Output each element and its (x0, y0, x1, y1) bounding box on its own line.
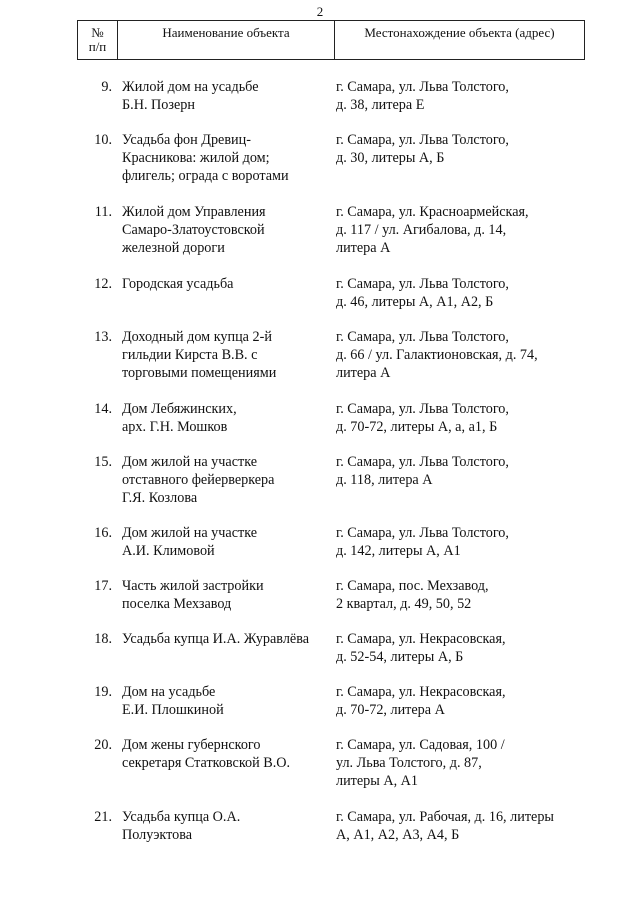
object-name-line: Б.Н. Позерн (122, 97, 195, 113)
object-name-line: Е.И. Плошкиной (122, 702, 224, 718)
object-name (122, 131, 337, 185)
object-name-line: Красникова: жилой дом; (122, 150, 270, 166)
object-address-line: г. Самара, ул. Льва Толстого, (336, 79, 509, 95)
object-name-line: Самаро-Златоустовской (122, 222, 265, 238)
object-address (336, 203, 586, 257)
table-header (77, 20, 585, 60)
object-address-line: д. 142, литеры А, А1 (336, 543, 461, 559)
object-address-line: литеры А, А1 (336, 773, 419, 789)
object-name-line: Усадьба фон Древиц- (122, 132, 251, 148)
object-name-line: железной дороги (122, 240, 225, 256)
object-address (336, 736, 586, 790)
object-name-line: торговыми помещениями (122, 365, 277, 381)
page-number: 2 (316, 4, 324, 19)
object-name-line: Усадьба купца И.А. Журавлёва (122, 631, 310, 647)
object-name-line: Дом на усадьбе (122, 684, 216, 700)
object-name-line: А.И. Климовой (122, 543, 215, 559)
row-number: 21. (94, 809, 112, 825)
object-name-line: арх. Г.Н. Мошков (122, 419, 228, 435)
object-address-line: г. Самара, ул. Льва Толстого, (336, 329, 509, 345)
row-number: 15. (94, 454, 112, 470)
object-address-line: д. 70-72, литеры А, а, а1, Б (336, 419, 498, 435)
object-address-line: г. Самара, ул. Некрасовская, (336, 631, 506, 647)
object-address (336, 524, 586, 560)
row-number: 9. (101, 79, 112, 95)
object-address-line: г. Самара, ул. Некрасовская, (336, 684, 506, 700)
object-name (122, 400, 337, 436)
object-address (336, 328, 586, 382)
object-address (336, 577, 586, 613)
object-address-line: г. Самара, ул. Рабочая, д. 16, литеры (336, 809, 554, 825)
object-address-line: д. 38, литера Е (336, 97, 425, 113)
object-name (122, 203, 337, 257)
object-address-line: д. 117 / ул. Агибалова, д. 14, (336, 222, 507, 238)
row-number: 13. (94, 329, 112, 345)
row-number: 10. (94, 132, 112, 148)
object-name-line: Полуэктова (122, 827, 193, 843)
object-address-line: д. 52-54, литеры А, Б (336, 649, 464, 665)
object-address-line: г. Самара, ул. Льва Толстого, (336, 454, 509, 470)
header-col-name: Наименование объекта (118, 21, 335, 59)
object-address (336, 275, 586, 311)
object-address (336, 683, 586, 719)
object-name (122, 524, 337, 560)
row-number: 20. (94, 737, 112, 753)
object-address (336, 131, 586, 167)
header-col-address: Местонахождение объекта (адрес) (364, 25, 555, 40)
object-name-line: Доходный дом купца 2-й (122, 329, 272, 345)
object-name-line: Жилой дом Управления (122, 204, 266, 220)
object-name-line: Дом жены губернского (122, 737, 261, 753)
row-number: 18. (94, 631, 112, 647)
object-address-line: г. Самара, ул. Красноармейская, (336, 204, 529, 220)
row-number: 16. (94, 525, 112, 541)
header-col-number (78, 21, 118, 59)
object-name-line: Г.Я. Козлова (122, 490, 198, 506)
object-name-line: Усадьба купца О.А. (122, 809, 241, 825)
object-address-line: д. 70-72, литера А (336, 702, 445, 718)
object-name (122, 808, 337, 844)
object-name-line: поселка Мехзавод (122, 596, 232, 612)
object-address (336, 453, 586, 489)
object-address-line: г. Самара, ул. Льва Толстого, (336, 525, 509, 541)
object-name-line: флигель; ограда с воротами (122, 168, 289, 184)
object-name (122, 275, 337, 293)
row-number: 17. (94, 578, 112, 594)
header-num-line1: № (91, 25, 104, 40)
object-address (336, 808, 586, 844)
object-name-line: отставного фейерверкера (122, 472, 275, 488)
object-address-line: д. 66 / ул. Галактионовская, д. 74, (336, 347, 538, 363)
header-num-line2: п/п (88, 39, 107, 54)
object-name-line: Городская усадьба (122, 276, 234, 292)
object-name-line: Жилой дом на усадьбе (122, 79, 259, 95)
object-address-line: литера А (336, 240, 391, 256)
row-number: 11. (94, 204, 112, 220)
object-name (122, 683, 337, 719)
object-address-line: г. Самара, ул. Льва Толстого, (336, 132, 509, 148)
object-name (122, 577, 337, 613)
object-address-line: А, А1, А2, А3, А4, Б (336, 827, 460, 843)
object-address (336, 400, 586, 436)
object-name (122, 453, 337, 507)
object-address-line: г. Самара, пос. Мехзавод, (336, 578, 489, 594)
object-address-line: г. Самара, ул. Льва Толстого, (336, 401, 509, 417)
object-name-line: секретаря Статковской В.О. (122, 755, 291, 771)
object-address-line: литера А (336, 365, 391, 381)
object-address-line: 2 квартал, д. 49, 50, 52 (336, 596, 472, 612)
object-address-line: г. Самара, ул. Садовая, 100 / (336, 737, 505, 753)
row-number: 12. (94, 276, 112, 292)
object-name-line: Дом жилой на участке (122, 525, 258, 541)
object-address (336, 630, 586, 666)
object-name-line: Дом Лебяжинских, (122, 401, 237, 417)
object-name-line: Дом жилой на участке (122, 454, 258, 470)
object-name-line: Часть жилой застройки (122, 578, 264, 594)
object-address-line: д. 46, литеры А, А1, А2, Б (336, 294, 494, 310)
object-name (122, 328, 337, 382)
row-number: 14. (94, 401, 112, 417)
object-address-line: г. Самара, ул. Льва Толстого, (336, 276, 509, 292)
object-name-line: гильдии Кирста В.В. с (122, 347, 258, 363)
object-name (122, 630, 337, 648)
object-address-line: ул. Льва Толстого, д. 87, (336, 755, 482, 771)
object-address (336, 78, 586, 114)
object-address-line: д. 118, литера А (336, 472, 433, 488)
row-number: 19. (94, 684, 112, 700)
object-name (122, 736, 337, 772)
object-address-line: д. 30, литеры А, Б (336, 150, 445, 166)
object-name (122, 78, 337, 114)
